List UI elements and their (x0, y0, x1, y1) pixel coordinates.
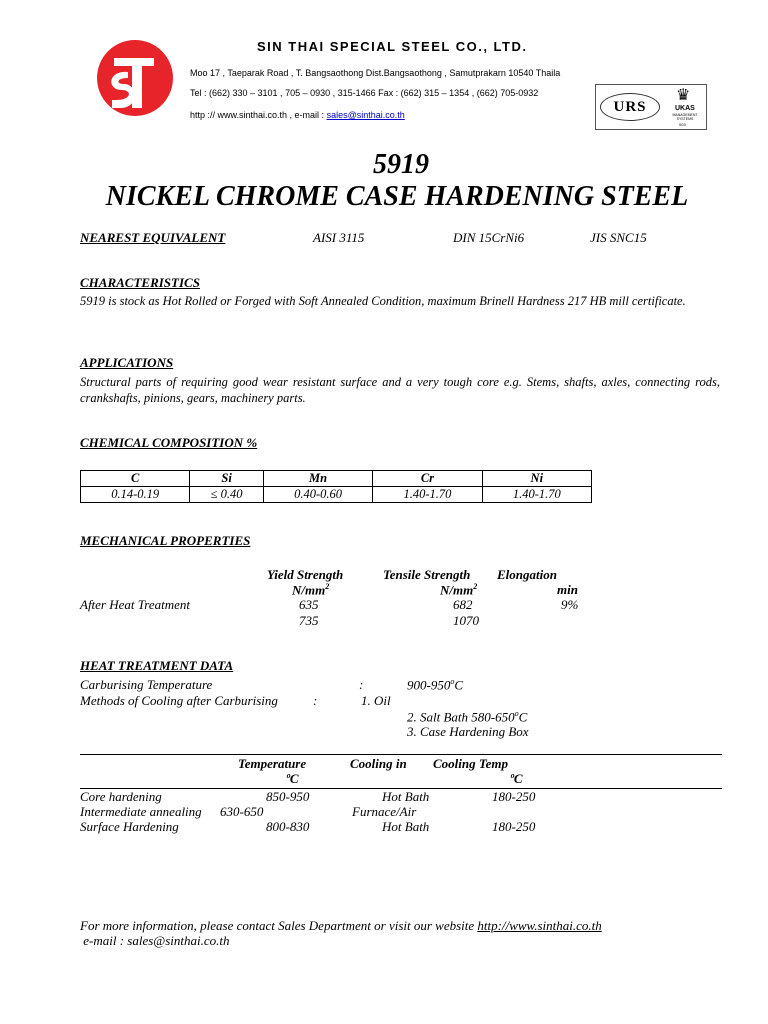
cooling-method-2 (407, 709, 527, 725)
cooling-methods-colon: : (313, 693, 318, 708)
col-elongation: Elongation (497, 567, 557, 582)
unit-tensile-sup: 2 (473, 582, 478, 591)
footer-email: e-mail : sales@sinthai.co.th (80, 933, 230, 948)
chemical-header-row (81, 471, 592, 487)
unit-yield (292, 582, 329, 598)
col-yield-strength: Yield Strength (267, 567, 344, 582)
yield-value-1: 635 (299, 597, 319, 612)
process-name-1: Core hardening (80, 789, 162, 804)
col-temperature: Temperature (238, 756, 307, 771)
process-name-3: Surface Hardening (80, 819, 179, 834)
chem-header-mn: Mn (263, 471, 372, 487)
company-name: SIN THAI SPECIAL STEEL CO., LTD. (257, 39, 528, 54)
col-cooling-in: Cooling in (350, 756, 407, 771)
process-cooling-1: Hot Bath (382, 789, 430, 804)
chem-header-c: C (81, 471, 190, 487)
steel-name-title: NICKEL CHROME CASE HARDENING STEEL (105, 181, 689, 212)
carburising-temp-colon: : (359, 677, 364, 692)
grade-title: 5919 (373, 149, 429, 180)
cooling-method-1: 1. Oil (361, 693, 391, 708)
carburising-temp-label: Carburising Temperature (80, 677, 213, 692)
carb-range: 900-950 (407, 677, 451, 693)
process-name-2: Intermediate annealing (80, 804, 202, 819)
chem-value-mn: 0.40-0.60 (263, 487, 372, 503)
chemical-composition-heading: CHEMICAL COMPOSITION % (80, 435, 258, 450)
ukas-text: UKAS (675, 105, 695, 112)
ukas-sub-text: MANAGEMENT SYSTEMS (672, 113, 698, 121)
heat-treatment-heading: HEAT TREATMENT DATA (80, 658, 234, 673)
carb-unit: C (454, 677, 464, 693)
company-email-link[interactable]: sales@sinthai.co.th (326, 110, 405, 120)
process-table-top-rule (80, 754, 722, 755)
carb-degree: o (450, 677, 455, 686)
process-cooling-2: Furnace/Air (352, 804, 417, 819)
chemical-composition-table (80, 470, 592, 503)
process-temp-3: 800-830 (266, 819, 310, 834)
col-cooling-temp: Cooling Temp (433, 756, 509, 771)
elongation-value-1: 9% (561, 597, 579, 612)
process-temp-1: 850-950 (266, 789, 310, 804)
chemical-value-row (81, 487, 592, 503)
equivalent-jis: JIS SNC15 (590, 230, 647, 245)
characteristics-heading: CHARACTERISTICS (80, 275, 200, 290)
company-web-text: http :// www.sinthai.co.th , e-mail : (190, 110, 327, 120)
chem-header-ni: Ni (482, 471, 591, 487)
unit-tensile (440, 582, 477, 598)
yield-value-2: 735 (299, 613, 319, 628)
unit-tensile-text: N/mm (440, 582, 474, 598)
ukas-code: 003 (679, 122, 686, 127)
unit-yield-text: N/mm (292, 582, 326, 598)
certification-badges (595, 84, 707, 130)
footer-contact-text: For more information, please contact Sales Department or visit our website (80, 918, 478, 933)
chem-value-cr: 1.40-1.70 (373, 487, 482, 503)
chem-value-ni: 1.40-1.70 (482, 487, 591, 503)
footer-contact (80, 918, 602, 934)
urs-badge (600, 93, 660, 121)
salt-bath-text: 2. Salt Bath 580-650 (407, 709, 515, 725)
unit-elongation: min (557, 582, 578, 597)
chem-value-si: ≤ 0.40 (190, 487, 263, 503)
unit-yield-sup: 2 (325, 582, 330, 591)
company-phone: Tel : (662) 330 – 3101 , 705 – 0930 , 315-1466 Fax : (662) 315 – 1354 , (662) 705-0932 (190, 88, 539, 98)
characteristics-text: 5919 is stock as Hot Rolled or Forged with Soft Annealed Condition, maximum Brinell Hardness 217 HB mill certificate. (80, 294, 686, 308)
company-logo (94, 38, 176, 118)
cooling-method-3: 3. Case Hardening Box (407, 724, 529, 739)
equivalent-din: DIN 15CrNi6 (453, 230, 525, 245)
process-cooling-3: Hot Bath (382, 819, 430, 834)
col-tensile-strength: Tensile Strength (383, 567, 471, 582)
mechanical-properties-heading: MECHANICAL PROPERTIES (80, 533, 251, 548)
chem-header-cr: Cr (373, 471, 482, 487)
applications-heading: APPLICATIONS (80, 355, 174, 370)
after-heat-treatment-label: After Heat Treatment (80, 597, 191, 612)
process-cooltemp-3: 180-250 (492, 819, 536, 834)
footer-website-link[interactable]: http://www.sinthai.co.th (477, 918, 602, 933)
nearest-equivalent-label: NEAREST EQUIVALENT (80, 230, 226, 245)
chem-header-si: Si (190, 471, 263, 487)
urs-text: URS (613, 99, 647, 115)
company-address: Moo 17 , Taeparak Road , T. Bangsaothong Dist.Bangsaothong , Samutprakarn 10540 Thaila (190, 68, 561, 78)
equivalent-aisi: AISI 3115 (313, 230, 365, 245)
tensile-value-2: 1070 (453, 613, 479, 628)
carburising-temp-value (407, 677, 463, 693)
salt-bath-degree: o (514, 709, 519, 718)
chem-value-c: 0.14-0.19 (81, 487, 190, 503)
cooling-methods-label: Methods of Cooling after Carburising (80, 693, 278, 708)
cooling-temp-unit: ºC (510, 771, 523, 786)
process-cooltemp-1: 180-250 (492, 789, 536, 804)
salt-bath-unit: C (518, 709, 528, 725)
crown-icon: ♛ (676, 87, 691, 104)
process-temp-2: 630-650 (220, 804, 264, 819)
company-web (190, 110, 405, 120)
tensile-value-1: 682 (453, 597, 473, 612)
temperature-unit: ºC (286, 771, 299, 786)
applications-text: Structural parts of requiring good wear resistant surface and a very tough core e.g. Stems, shafts, axles, connecting rods, crankshafts, pinions, gears, machinery parts. (80, 375, 720, 405)
